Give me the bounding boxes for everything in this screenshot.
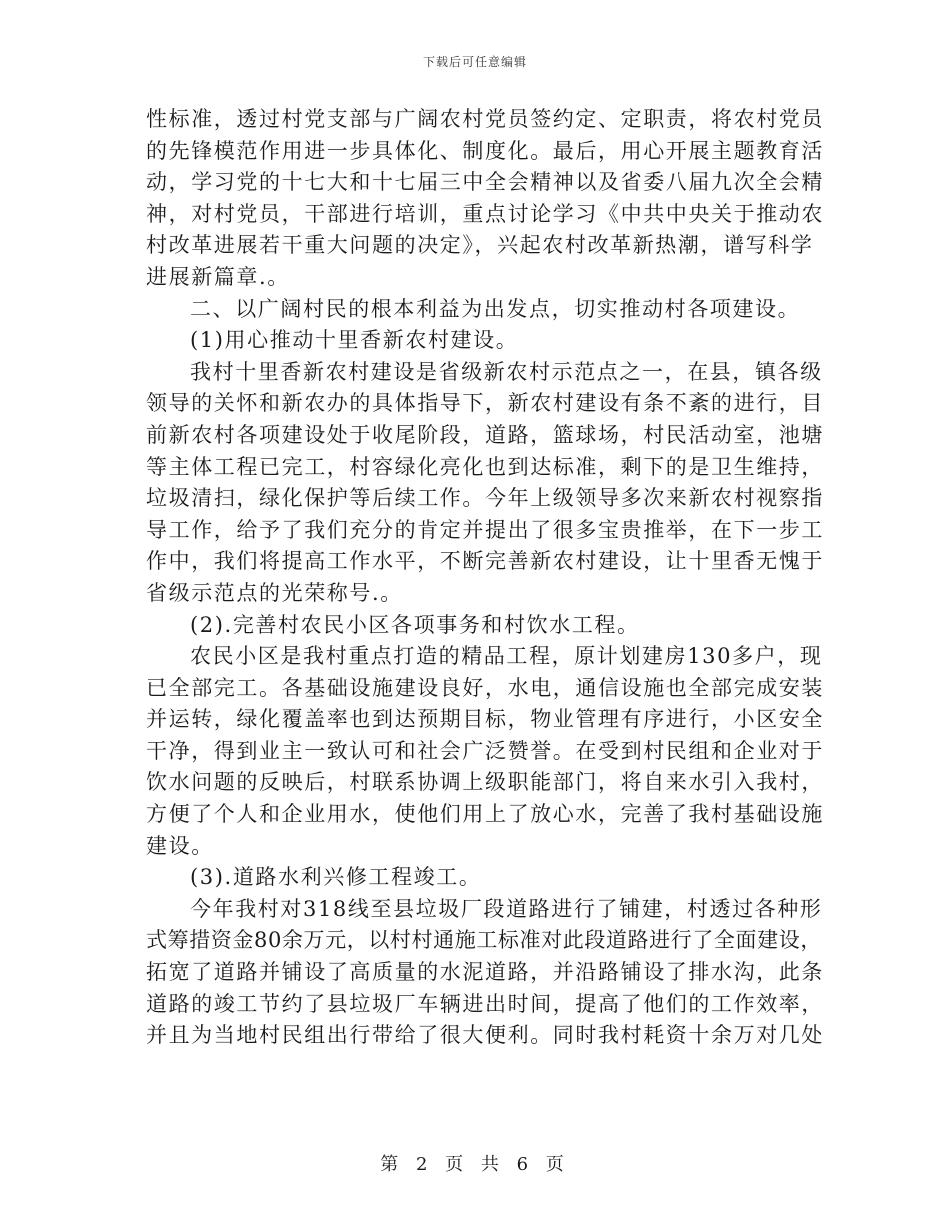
body-line: 村改革进展若干重大问题的决定》，兴起农村改革新热潮，谱写科学 <box>146 233 814 258</box>
page-number-footer: 第 2 页 共 6 页 <box>380 1154 570 1175</box>
body-line: 并运转，绿化覆盖率也到达预期目标，物业管理有序进行，小区安全 <box>146 707 824 732</box>
body-line: 领导的关怀和新农办的具体指导下，新农村建设有条不紊的进行，目 <box>146 391 824 416</box>
body-line: 动，学习党的十七大和十七届三中全会精神以及省委八届九次全会精 <box>146 170 824 195</box>
body-line: 神，对村党员，干部进行培训，重点讨论学习《中共中央关于推动农 <box>146 201 824 226</box>
body-line: 已全部完工。各基础设施建设良好，水电，通信设施也全部完成安装 <box>146 675 824 700</box>
section-heading: 二、以广阔村民的根本利益为出发点，切实推动村各项建设。 <box>190 296 801 321</box>
body-line: 前新农村各项建设处于收尾阶段，道路，篮球场，村民活动室，池塘 <box>146 422 824 447</box>
body-line: 农民小区是我村重点打造的精品工程，原计划建房130多户，现 <box>190 644 823 669</box>
body-line: 的先锋模范作用进一步具体化、制度化。最后，用心开展主题教育活 <box>146 138 824 163</box>
body-line: 式筹措资金80余万元，以村村通施工标准对此段道路进行了全面建设， <box>146 928 822 953</box>
body-line: 方便了个人和企业用水，使他们用上了放心水，完善了我村基础设施 <box>146 802 824 827</box>
subsection-heading: (2).完善村农民小区各项事务和村饮水工程。 <box>190 612 640 637</box>
subsection-heading: (1)用心推动十里香新农村建设。 <box>190 328 519 353</box>
body-line: 性标准，透过村党支部与广阔农村党员签约定、定职责，将农村党员 <box>146 107 824 131</box>
body-line: 拓宽了道路并铺设了高质量的水泥道路，并沿路铺设了排水沟，此条 <box>146 960 824 985</box>
body-line: 省级示范点的光荣称号.。 <box>146 580 403 605</box>
body-line: 道路的竣工节约了县垃圾厂车辆进出时间，提高了他们的工作效率， <box>146 991 824 1016</box>
body-line: 干净，得到业主一致认可和社会广泛赞誉。在受到村民组和企业对于 <box>146 738 824 763</box>
body-line: 我村十里香新农村建设是省级新农村示范点之一，在县，镇各级 <box>190 359 823 384</box>
body-line: 等主体工程已完工，村容绿化亮化也到达标准，剩下的是卫生维持， <box>146 454 824 479</box>
body-line: 建设。 <box>146 833 214 858</box>
body-line: 导工作，给予了我们充分的肯定并提出了很多宝贵推举，在下一步工 <box>146 517 824 542</box>
document-body <box>146 104 824 1052</box>
body-line: 进展新篇章.。 <box>146 264 290 289</box>
body-line: 作中，我们将提高工作水平，不断完善新农村建设，让十里香无愧于 <box>146 549 824 574</box>
subsection-heading: (3).道路水利兴修工程竣工。 <box>190 865 482 890</box>
body-line: 饮水问题的反映后，村联系协调上级职能部门，将自来水引入我村， <box>146 770 824 795</box>
body-line: 今年我村对318线至县垃圾厂段道路进行了铺建，村透过各种形 <box>190 896 823 921</box>
page-header: 下载后可任意编辑 <box>422 55 527 69</box>
body-line: 并且为当地村民组出行带给了很大便利。同时我村耗资十余万对几处 <box>146 1023 824 1048</box>
body-line: 垃圾清扫，绿化保护等后续工作。今年上级领导多次来新农村视察指 <box>146 486 824 511</box>
